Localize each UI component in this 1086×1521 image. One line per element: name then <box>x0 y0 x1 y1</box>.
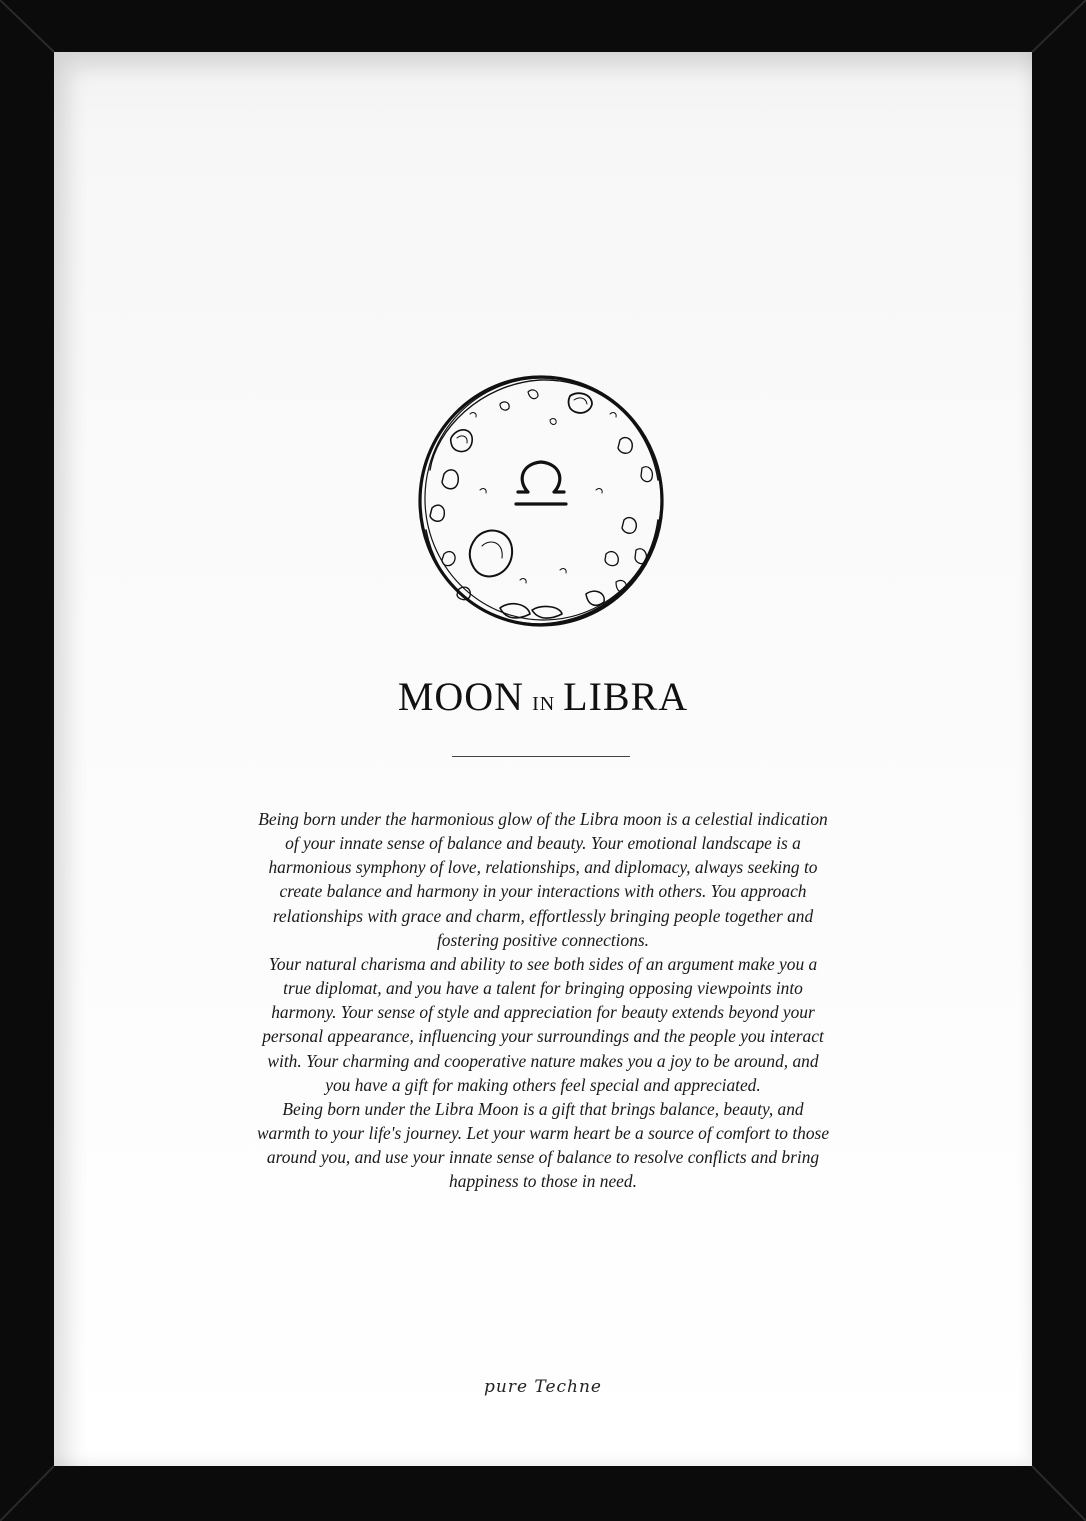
title-connector: IN <box>532 693 556 715</box>
text-line: harmony. Your sense of style and appreciation for beauty extends beyond your <box>271 1002 815 1023</box>
moon-illustration <box>410 370 672 632</box>
text-line: you have a gift for making others feel special and appreciated. <box>325 1074 761 1095</box>
text-line: Being born under the harmonious glow of the Libra moon is a celestial indication <box>258 809 828 829</box>
text-line: fostering positive connections. <box>436 929 650 950</box>
text-line: of your innate sense of balance and beauty. Your emotional landscape is a <box>285 833 801 854</box>
title-divider <box>452 756 630 757</box>
poster-title <box>54 672 1032 729</box>
text-line: happiness to those in need. <box>449 1171 637 1192</box>
text-line: warmth to your life's journey. Let your warm heart be a source of comfort to those <box>256 1123 830 1144</box>
text-line: true diplomat, and you have a talent for bringing opposing viewpoints into <box>283 978 803 999</box>
title-main: MOON <box>397 674 525 719</box>
moon-icon <box>410 370 672 632</box>
text-line: around you, and use your innate sense of balance to resolve conflicts and bring <box>266 1147 820 1168</box>
text-line: create balance and harmony in your interactions with others. You approach <box>279 881 807 902</box>
description-text <box>214 807 872 1194</box>
text-line: harmonious symphony of love, relationships, and diplomacy, always seeking to <box>268 857 818 878</box>
text-line: Your natural charisma and ability to see both sides of an argument make you a <box>268 953 818 974</box>
brand-signature: pure Techne <box>484 1377 602 1397</box>
text-line: personal appearance, influencing your surroundings and the people you interact <box>262 1026 824 1047</box>
libra-glyph <box>516 462 566 504</box>
text-line: relationships with grace and charm, effortlessly bringing people together and <box>272 905 814 926</box>
text-line: Being born under the Libra Moon is a gift that brings balance, beauty, and <box>282 1098 804 1119</box>
poster-paper <box>54 52 1032 1466</box>
title-sign: LIBRA <box>563 674 689 719</box>
text-line: with. Your charming and cooperative nature makes you a joy to be around, and <box>267 1050 819 1071</box>
